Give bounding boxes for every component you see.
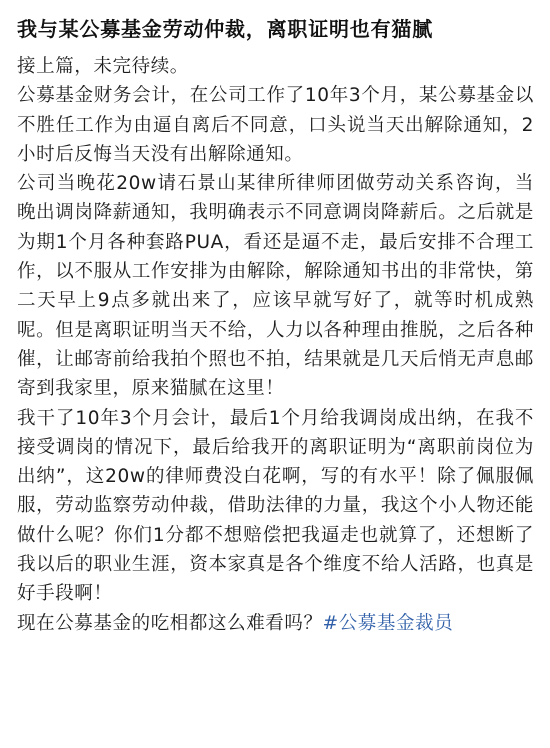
post-closing-line (17, 609, 534, 638)
post-title: 我与某公募基金劳动仲裁，离职证明也有猫腻 (17, 17, 433, 41)
post-paragraph: 公司当晚花20w请石景山某律所律师团做劳动关系咨询，当晚出调岗降薪通知，我明确表示不同意调岗降薪后。之后就是为期1个月各种套路PUA，看还是逼不走，最后安排不合理工作，以不服从工作安排为由解除，解除通知书出的非常快，第二天早上9点多就出来了，应该早就写好了，就等时机成熟呢。但是离职证明当天不给，人力以各种理由推脱，之后各种催，让邮寄前给我拍个照也不拍，结果就是几天后悄无声息邮寄到我家里，原来猫腻在这里！ (17, 173, 534, 400)
post-body (17, 52, 534, 638)
post-paragraph: 公募基金财务会计，在公司工作了10年3个月，某公募基金以不胜任工作为由逼自离后不同意，口头说当天出解除通知，2小时后反悔当天没有出解除通知。 (17, 85, 534, 165)
hashtag-link[interactable]: #公募基金裁员 (322, 612, 454, 634)
post-paragraph: 接上篇，未完待续。 (17, 56, 189, 77)
post-paragraph: 我干了10年3个月会计，最后1个月给我调岗成出纳，在我不接受调岗的情况下，最后给我开的离职证明为“离职前岗位为出纳”，这20w的律师费没白花啊，写的有水平！除了佩服佩服，劳动监察劳动仲裁，借助法律的力量，我这个小人物还能做什么呢？你们1分都不想赔偿把我逼走也就算了，还想断了我以后的职业生涯，资本家真是各个维度不给人活路，也真是好手段啊！ (17, 407, 534, 605)
closing-text: 现在公募基金的吃相都这么难看吗？ (17, 612, 323, 634)
